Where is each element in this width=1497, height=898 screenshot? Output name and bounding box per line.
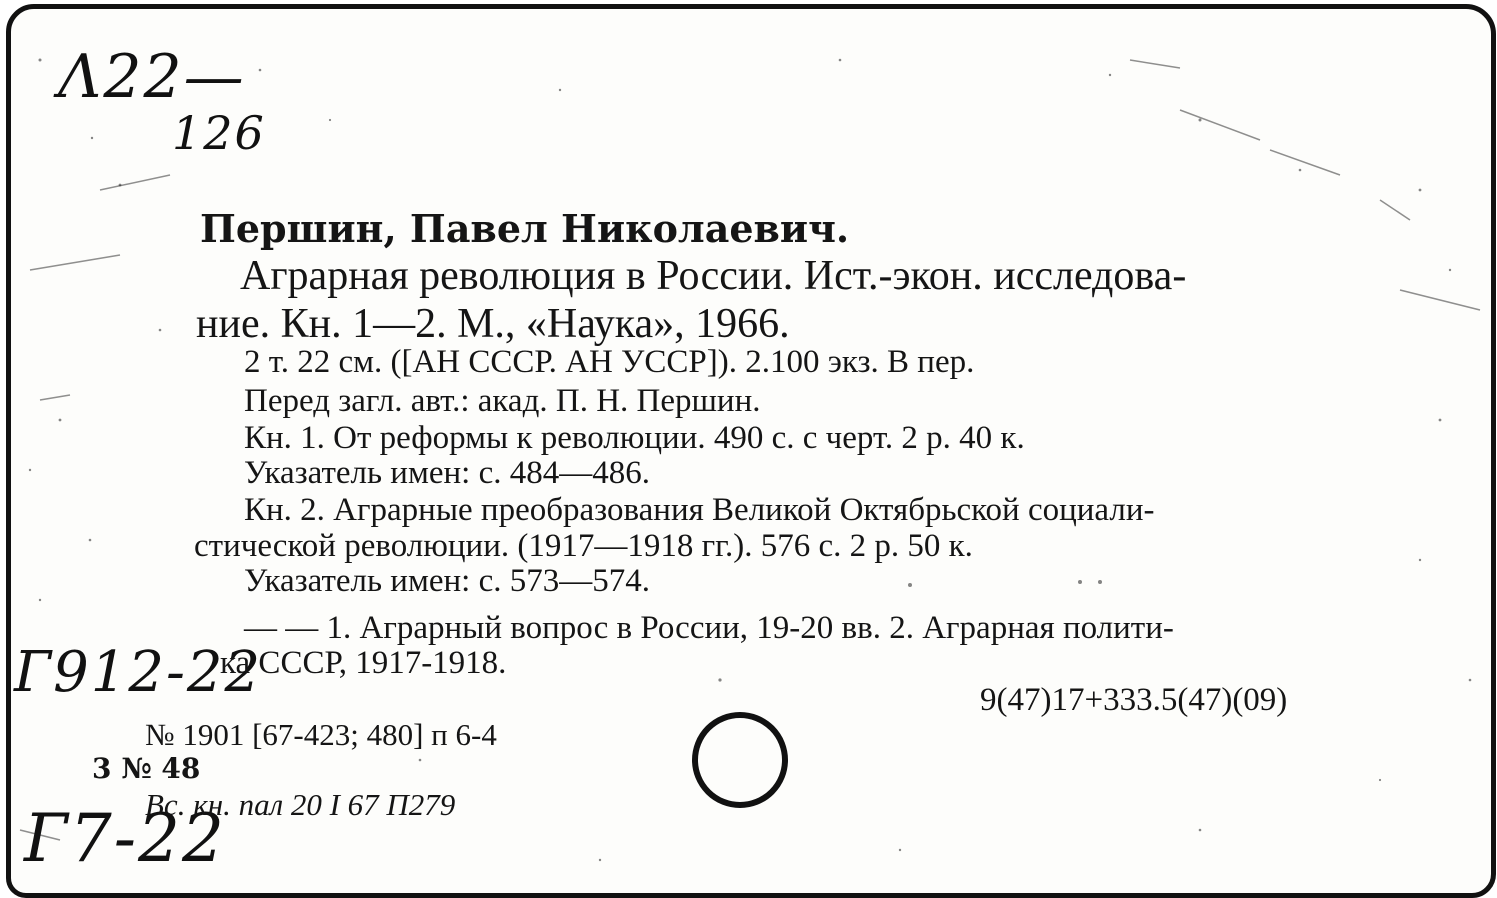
record-footer-series: 3 № 48 [92, 752, 201, 785]
handwritten-shelfmark-top: Λ22— [58, 42, 246, 112]
handwritten-shelfmark-middle: Г912-22 [14, 640, 263, 705]
record-volume-2-index: Указатель имен: с. 573—574. [244, 563, 650, 599]
handwritten-shelfmark-top-sub: 126 [172, 106, 266, 160]
record-footer-chamber: Вс. кн. пал 20 I 67 П279 [145, 787, 456, 822]
record-footer-number: № 1901 [67-423; 480] п 6-4 [145, 717, 497, 752]
record-physical-description: 2 т. 22 см. ([АН СССР. АН УССР]). 2.100 экз. В пер. [244, 344, 975, 380]
record-classification: 9(47)17+333.5(47)(09) [980, 682, 1288, 718]
record-subjects-cont: ка СССР, 1917-1918. [220, 645, 507, 681]
record-volume-2-cont: стической революции. (1917—1918 гг.). 576 с. 2 р. 50 к. [194, 528, 973, 564]
record-volume-1: Кн. 1. От реформы к революции. 490 с. с черт. 2 р. 40 к. [244, 420, 1025, 456]
record-title-line-1: Аграрная революция в России. Ист.-экон. исследова- [240, 253, 1187, 299]
record-volume-2: Кн. 2. Аграрные преобразования Великой Октябрьской социали- [244, 492, 1155, 528]
record-volume-1-index: Указатель имен: с. 484—486. [244, 455, 650, 491]
punched-circle-mark [692, 712, 788, 808]
record-subjects: — — 1. Аграрный вопрос в России, 19-20 вв. 2. Аграрная полити- [244, 610, 1174, 646]
record-note-author: Перед загл. авт.: акад. П. Н. Першин. [244, 383, 761, 419]
record-title-line-2: ние. Кн. 1—2. М., «Наука», 1966. [196, 301, 790, 347]
record-author: Першин, Павел Николаевич. [200, 206, 850, 251]
handwritten-shelfmark-bottom: Г7-22 [24, 800, 226, 877]
